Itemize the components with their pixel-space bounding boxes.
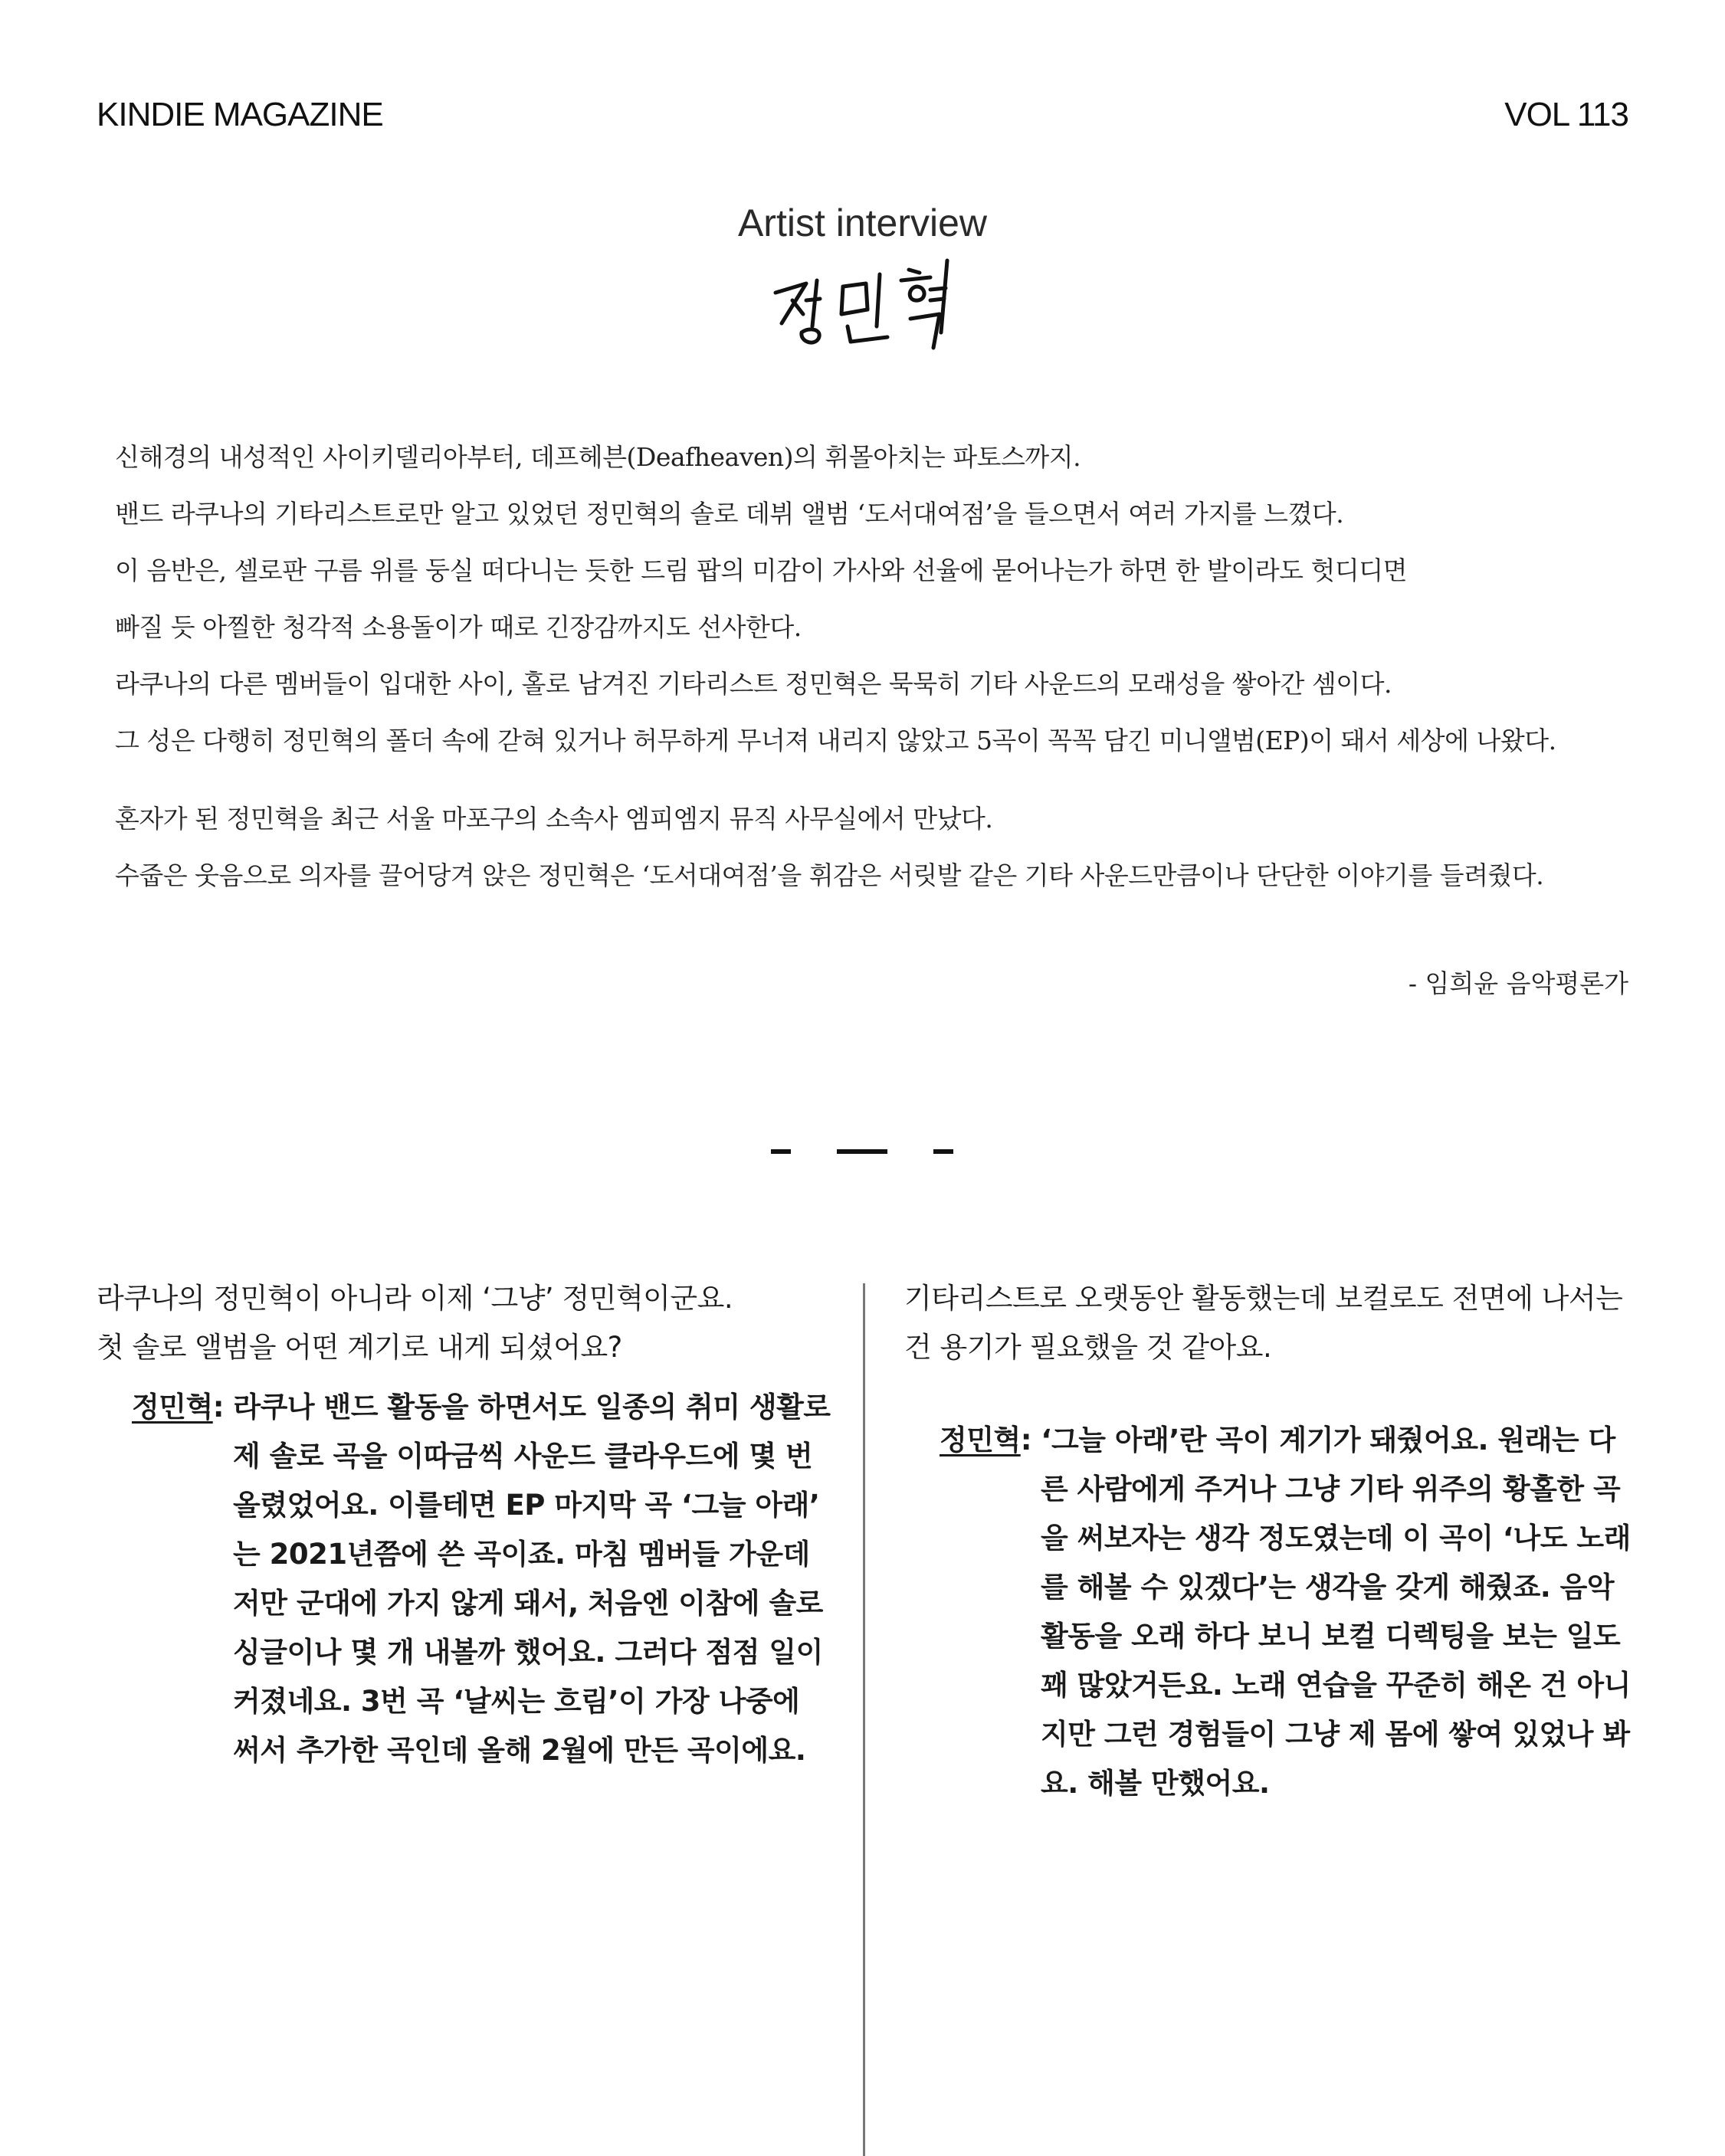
answer-line: 올렸었어요. 이를테면 EP 마지막 곡 ‘그늘 아래’ [233,1489,820,1522]
answer-line: 을 써보자는 생각 정도였는데 이 곡이 ‘나도 노래 [1041,1522,1631,1555]
section-divider-dash [837,1149,887,1154]
question-line: 기타리스트로 오랫동안 활동했는데 보컬로도 전면에 나서는 [904,1282,1623,1315]
intro-line: 라쿠나의 다른 멤버들이 입대한 사이, 홀로 남겨진 기타리스트 정민혁은 묵묵히 기타 사운드의 모래성을 쌓아간 셈이다. [115,669,1392,699]
speaker-colon: : [1020,1424,1041,1456]
intro-line: 빠질 듯 아찔한 청각적 소용돌이가 때로 긴장감까지도 선사한다. [115,612,802,642]
column-divider [863,1283,865,2156]
answer-line: 른 사람에게 주거나 그냥 기타 위주의 황홀한 곡 [1041,1473,1621,1506]
intro-line: 그 성은 다행히 정민혁의 폴더 속에 갇혀 있거나 허무하게 무너져 내리지 않았고 5곡이 꼭꼭 담긴 미니앨범(EP)이 돼서 세상에 나왔다. [115,726,1556,755]
intro-line: 신해경의 내성적인 사이키델리아부터, 데프헤븐(Deafheaven)의 휘몰아치는 파토스까지. [115,442,1081,472]
question-line: 라쿠나의 정민혁이 아니라 이제 ‘그냥’ 정민혁이군요. [97,1282,733,1315]
question-line: 건 용기가 필요했을 것 같아요. [904,1331,1272,1364]
right-question [904,1274,1622,1372]
magazine-name: KINDIE MAGAZINE [97,96,383,133]
intro-line: 밴드 라쿠나의 기타리스트로만 알고 있었던 정민혁의 솔로 데뷔 앨범 ‘도서대여점’을 들으면서 여러 가지를 느꼈다. [115,499,1344,529]
section-subtitle: Artist interview [737,202,988,244]
answer-line: 를 해볼 수 있겠다’는 생각을 갖게 해줬죠. 음악 [1041,1571,1615,1604]
section-divider-dash [771,1149,791,1154]
answer-line: 제 솔로 곡을 이따금씩 사운드 클라우드에 몇 번 [233,1440,813,1473]
section-divider-dash [933,1149,953,1154]
left-answer [132,1383,831,1775]
right-answer [940,1416,1631,1808]
intro-line: 수줍은 웃음으로 의자를 끌어당겨 앉은 정민혁은 ‘도서대여점’을 휘감은 서릿발 같은 기타 사운드만큼이나 단단한 이야기를 들려줬다. [115,860,1544,890]
intro-line: 이 음반은, 셀로판 구름 위를 둥실 떠다니는 듯한 드림 팝의 미감이 가사와 선율에 묻어나는가 하면 한 발이라도 헛디디면 [115,555,1407,585]
answer-line: 는 2021년쯤에 쓴 곡이죠. 마침 멤버들 가운데 [233,1538,810,1571]
paragraph-gap [115,769,1632,791]
answer-line: 저만 군대에 가지 않게 돼서, 처음엔 이참에 솔로 [233,1587,823,1620]
speaker-colon: : [212,1391,234,1424]
answer-line: 지만 그런 경험들이 그냥 제 몸에 쌓여 있었나 봐 [1041,1718,1630,1751]
answer-line: 써서 추가한 곡인데 올해 2월에 만든 곡이에요. [233,1734,806,1767]
intro-line: 혼자가 된 정민혁을 최근 서울 마포구의 소속사 엠피엠지 뮤직 사무실에서 만났다. [115,804,993,834]
intro-text [115,429,1632,904]
artist-signature [766,253,966,352]
answer-line: 라쿠나 밴드 활동을 하면서도 일종의 취미 생활로 [233,1391,831,1424]
author-byline: - 임희윤 음악평론가 [1408,968,1628,998]
answer-line: 요. 해볼 만했어요. [1041,1767,1270,1800]
speaker-name: 정민혁 [132,1391,213,1424]
answer-line: 꽤 많았거든요. 노래 연습을 꾸준히 해온 건 아니 [1041,1669,1631,1702]
volume-number: VOL 113 [1504,96,1628,133]
answer-line: 싱글이나 몇 개 내볼까 했어요. 그러다 점점 일이 [233,1636,823,1669]
answer-line: 커졌네요. 3번 곡 ‘날씨는 흐림’이 가장 나중에 [233,1685,800,1718]
question-line: 첫 솔로 앨범을 어떤 계기로 내게 되셨어요? [97,1331,622,1364]
answer-line: 활동을 오래 하다 보니 보컬 디렉팅을 보는 일도 [1041,1620,1621,1653]
answer-line: ‘그늘 아래’란 곡이 계기가 돼줬어요. 원래는 다 [1041,1424,1615,1456]
speaker-name: 정민혁 [940,1424,1021,1456]
left-question [97,1274,733,1372]
